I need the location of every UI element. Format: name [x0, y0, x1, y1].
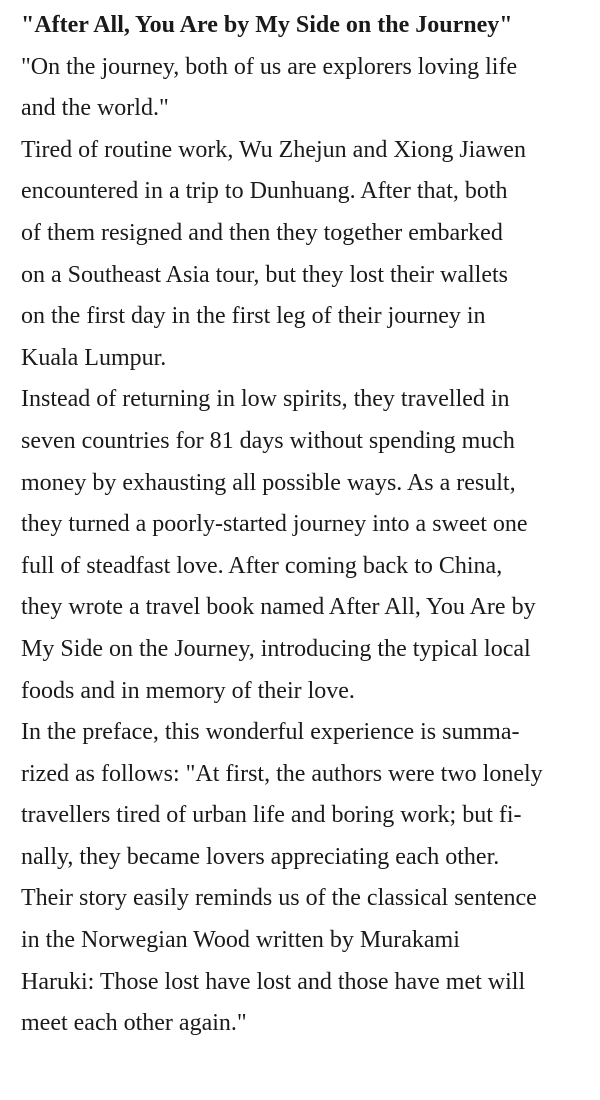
text-line: they turned a poorly-started journey into a sweet one [21, 511, 528, 538]
text-line: of them resigned and then they together embarked [21, 219, 503, 246]
text-line: on a Southeast Asia tour, but they lost their wallets [21, 261, 508, 288]
text-line: "On the journey, both of us are explorers loving life [21, 53, 518, 80]
text-line: seven countries for 81 days without spending much [21, 427, 515, 454]
text-line: travellers tired of urban life and boring work; but fi- [21, 802, 522, 829]
text-line: meet each other again." [21, 1010, 247, 1037]
text-line: Instead of returning in low spirits, they travelled in [21, 386, 510, 413]
text-line: nally, they became lovers appreciating each other. [21, 843, 500, 870]
text-line: encountered in a trip to Dunhuang. After that, both [21, 178, 508, 205]
text-line: on the first day in the first leg of their journey in [21, 303, 486, 330]
paragraph [21, 47, 590, 130]
text-line: full of steadfast love. After coming back to China, [21, 552, 503, 579]
text-line: in the Norwegian Wood written by Murakami [21, 927, 460, 954]
text-line: Their story easily reminds us of the classical sentence [21, 885, 537, 912]
text-line: and the world." [21, 95, 169, 122]
article-title: "After All, You Are by My Side on the Journey" [21, 12, 513, 38]
text-line: they wrote a travel book named After All, You Are by [21, 594, 536, 621]
text-line: Kuala Lumpur. [21, 344, 167, 371]
text-line: My Side on the Journey, introducing the typical local [21, 635, 531, 662]
paragraph [21, 712, 590, 1045]
text-line: In the preface, this wonderful experience is summa- [21, 719, 520, 746]
text-line: money by exhausting all possible ways. As a result, [21, 469, 516, 496]
text-line: Haruki: Those lost have lost and those have met will [21, 968, 526, 995]
text-line: foods and in memory of their love. [21, 677, 355, 704]
paragraph [21, 130, 590, 380]
paragraph [21, 379, 590, 712]
text-line: Tired of routine work, Wu Zhejun and Xiong Jiawen [21, 136, 526, 163]
text-line: rized as follows: "At first, the authors were two lonely [21, 760, 543, 787]
article-body [21, 47, 590, 1045]
